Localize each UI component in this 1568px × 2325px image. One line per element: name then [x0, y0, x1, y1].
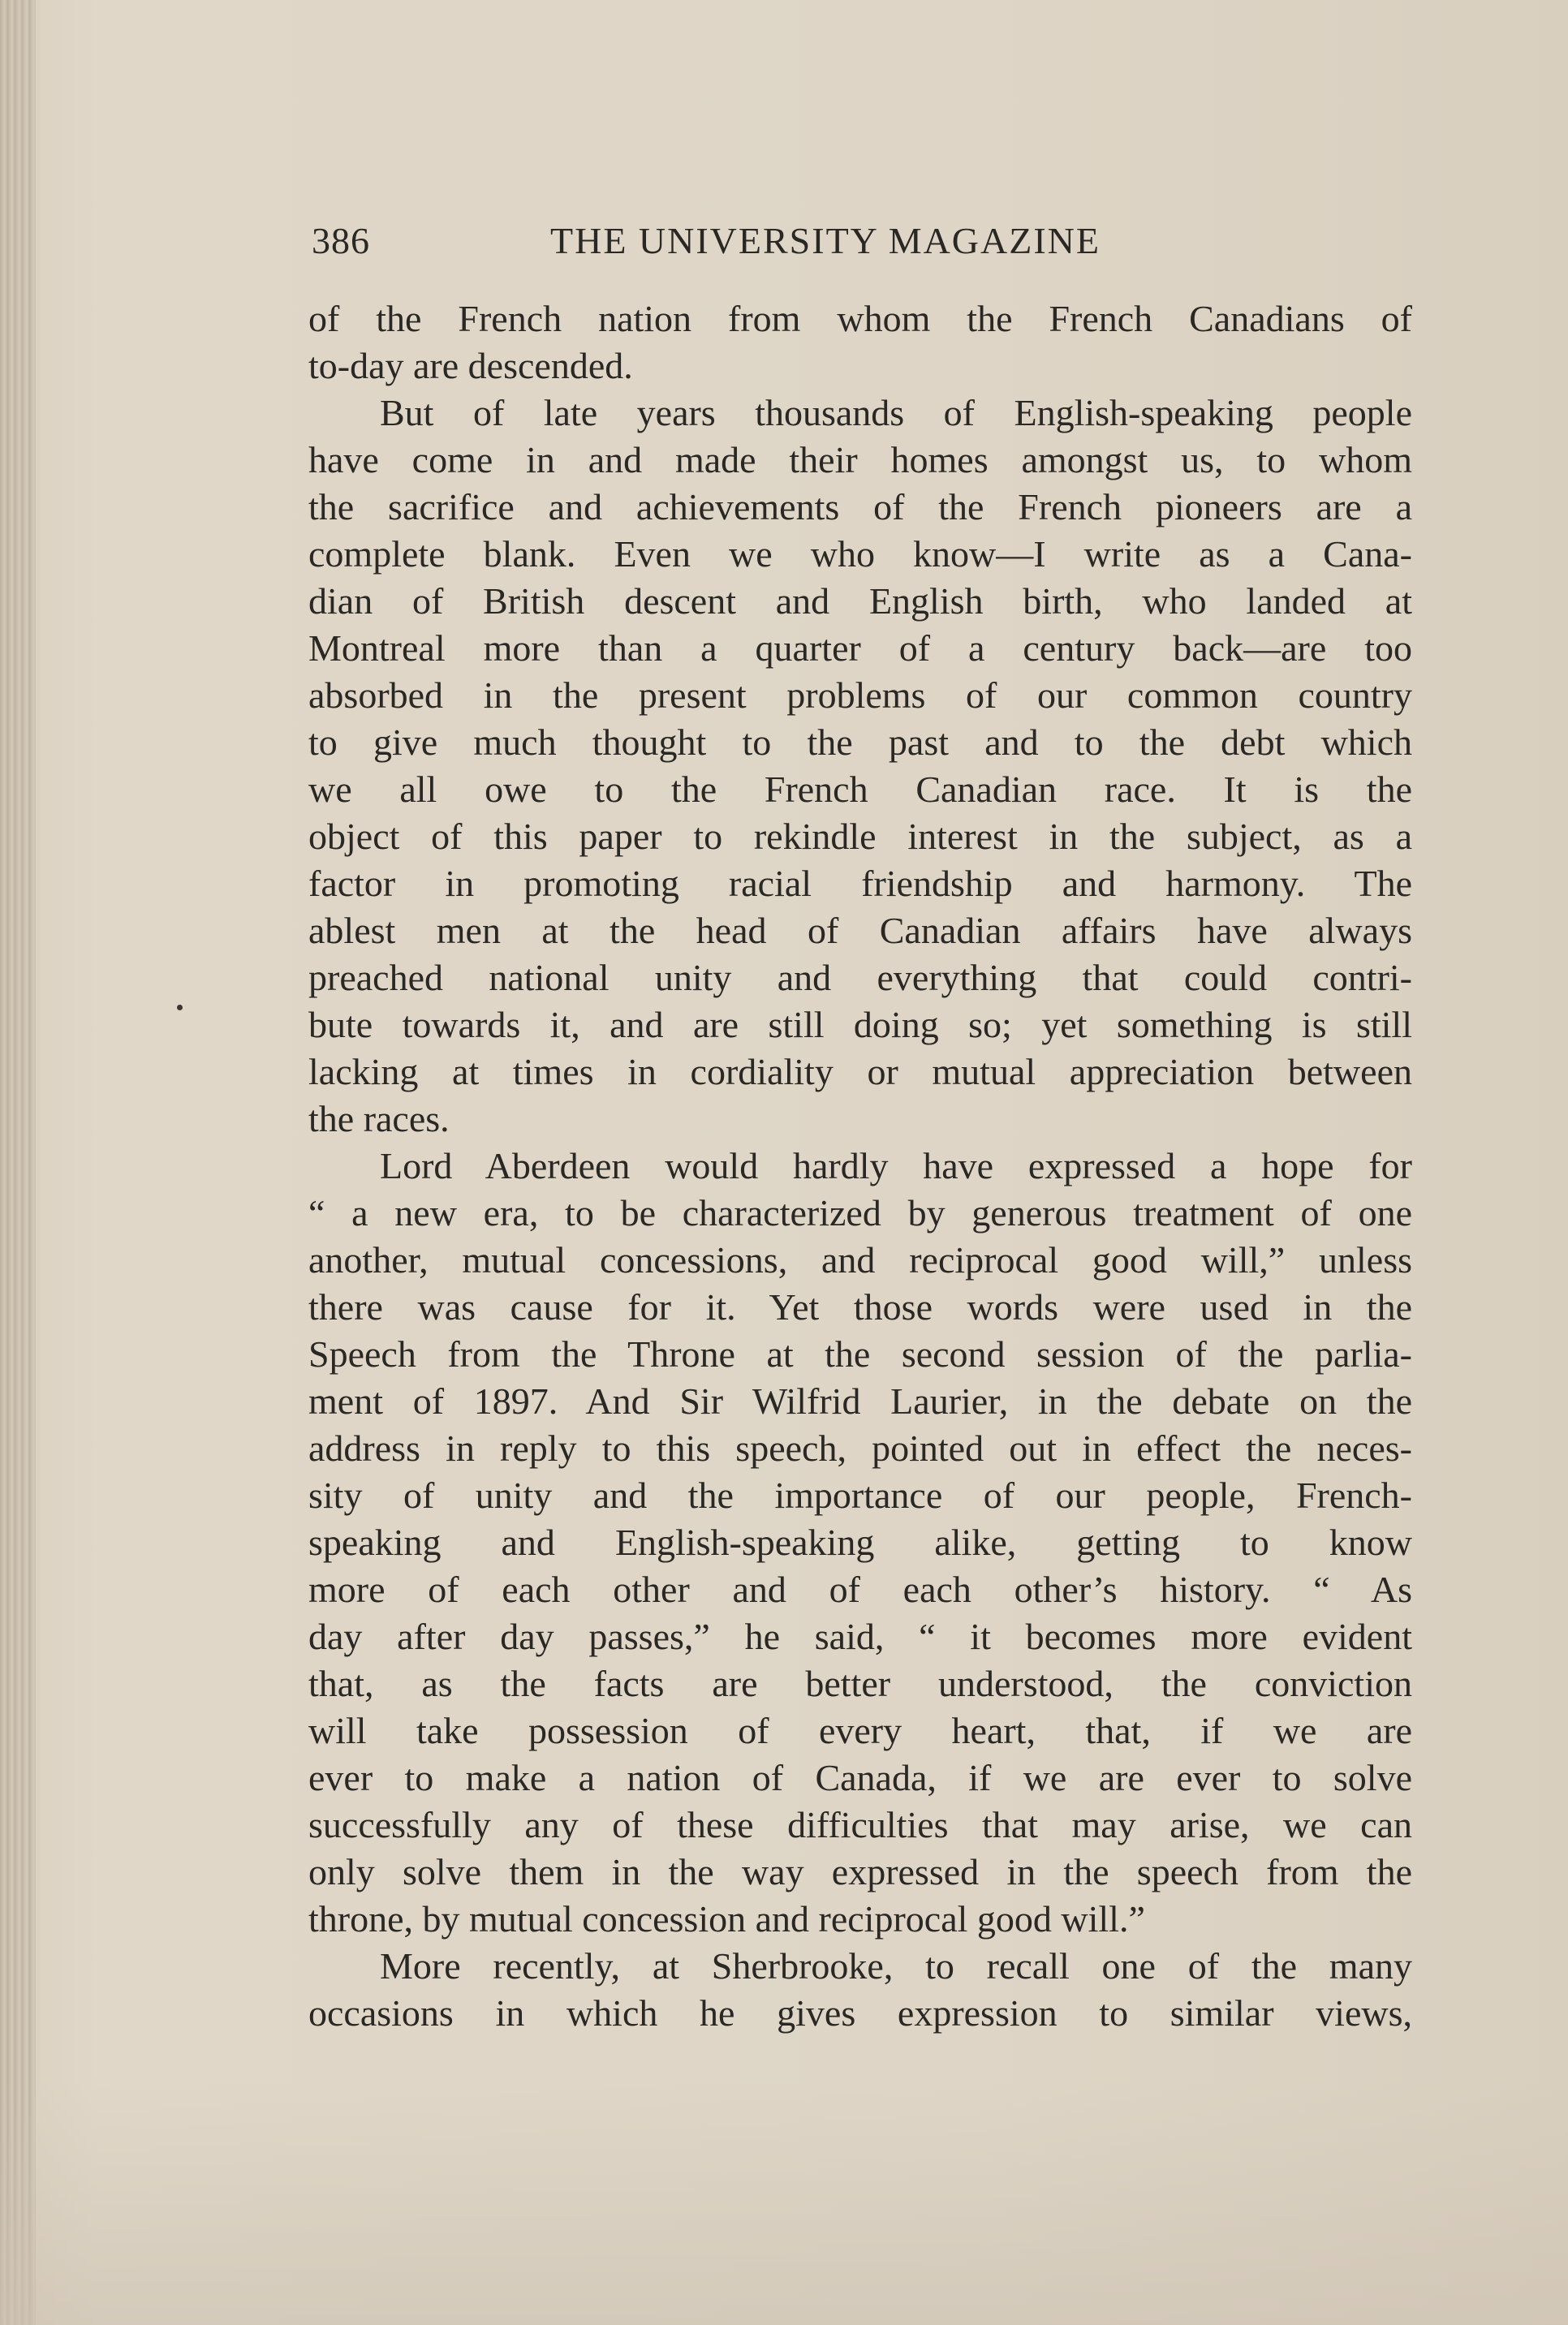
text-line: have come in and made their homes amongst us, to whom	[308, 439, 1412, 480]
text-line: sity of unity and the importance of our people, French-	[308, 1475, 1412, 1516]
text-line: ever to make a nation of Canada, if we are ever to solve	[308, 1757, 1412, 1798]
page-number: 386	[312, 220, 370, 261]
text-line: complete blank. Even we who know—I write as a Cana-	[308, 533, 1412, 575]
body-text	[308, 295, 1412, 2037]
page-edge-shadow	[0, 0, 36, 2325]
text-line: preached national unity and everything that could contri-	[308, 957, 1412, 998]
text-line: the races.	[308, 1098, 450, 1139]
text-line: will take possession of every heart, that, if we are	[308, 1710, 1412, 1751]
text-line: “ a new era, to be characterized by generous treatment of one	[308, 1192, 1412, 1234]
text-line: more of each other and of each other’s history. “ As	[308, 1569, 1412, 1610]
text-line: we all owe to the French Canadian race. It is the	[308, 769, 1412, 810]
ink-speck	[177, 1005, 183, 1010]
text-line: another, mutual concessions, and reciprocal good will,” unless	[308, 1239, 1412, 1281]
text-line: the sacrifice and achievements of the French pioneers are a	[308, 486, 1412, 527]
text-line: throne, by mutual concession and reciprocal good will.”	[308, 1898, 1145, 1940]
text-line: to give much thought to the past and to the debt which	[308, 721, 1412, 763]
text-line: speaking and English-speaking alike, getting to know	[308, 1522, 1412, 1563]
text-line: there was cause for it. Yet those words were used in the	[308, 1286, 1412, 1328]
paper-aging-shade	[0, 2082, 1568, 2325]
text-line: dian of British descent and English birth, who landed at	[308, 580, 1412, 622]
text-line: address in reply to this speech, pointed out in effect the neces-	[308, 1427, 1412, 1469]
text-line: successfully any of these difficulties that may arise, we can	[308, 1804, 1412, 1845]
text-line: to-day are descended.	[308, 345, 633, 386]
magazine-title: THE UNIVERSITY MAGAZINE	[550, 220, 1101, 261]
text-line: ablest men at the head of Canadian affairs have always	[308, 910, 1412, 951]
text-line: Speech from the Throne at the second session of the parlia-	[308, 1333, 1412, 1375]
text-line: occasions in which he gives expression to similar views,	[308, 1992, 1412, 2034]
text-line: only solve them in the way expressed in the speech from the	[308, 1851, 1412, 1892]
text-line: of the French nation from whom the French Canadians of	[308, 298, 1412, 339]
text-line: More recently, at Sherbrooke, to recall one of the many	[380, 1945, 1412, 1987]
text-line: that, as the facts are better understood, the conviction	[308, 1663, 1412, 1704]
text-line: day after day passes,” he said, “ it becomes more evident	[308, 1616, 1412, 1657]
text-line: But of late years thousands of English-speaking people	[380, 392, 1412, 433]
text-line: absorbed in the present problems of our common country	[308, 674, 1412, 716]
text-line: ment of 1897. And Sir Wilfrid Laurier, in the debate on the	[308, 1380, 1412, 1422]
text-line: bute towards it, and are still doing so; yet something is still	[308, 1004, 1412, 1045]
text-line: Lord Aberdeen would hardly have expressed a hope for	[380, 1145, 1412, 1186]
running-header	[312, 213, 1177, 269]
text-line: Montreal more than a quarter of a century back—are too	[308, 627, 1412, 669]
text-line: object of this paper to rekindle interest in the subject, as a	[308, 816, 1412, 857]
text-line: lacking at times in cordiality or mutual appreciation between	[308, 1051, 1412, 1092]
text-line: factor in promoting racial friendship and harmony. The	[308, 863, 1412, 904]
